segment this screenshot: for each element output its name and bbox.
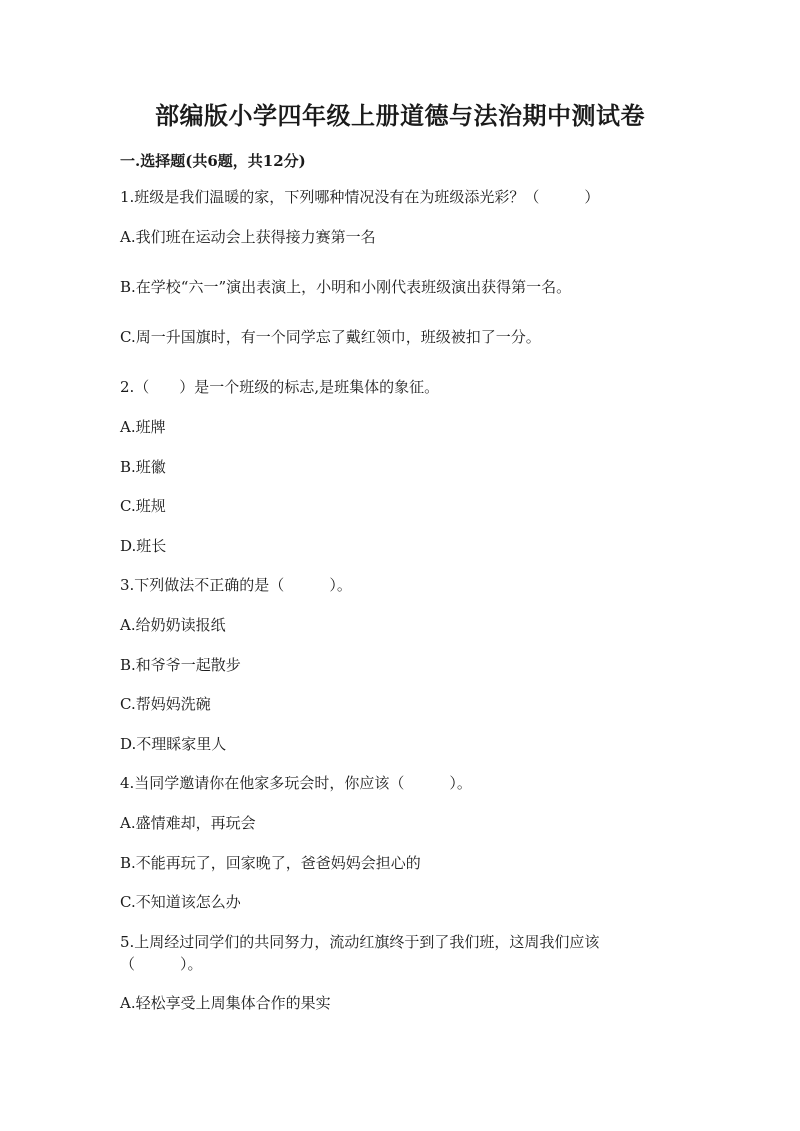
question-option: A.轻松享受上周集体合作的果实	[120, 994, 331, 1012]
question-option: C.班规	[120, 497, 166, 515]
question-stem: 1.班级是我们温暖的家，下列哪种情况没有在为班级添光彩？（ ）	[120, 188, 600, 206]
question-option: B.和爷爷一起散步	[120, 656, 241, 674]
question-option: D.不理睬家里人	[120, 735, 227, 753]
question-option: C.周一升国旗时，有一个同学忘了戴红领巾，班级被扣了一分。	[120, 328, 541, 346]
question-option: B.不能再玩了，回家晚了，爸爸妈妈会担心的	[120, 854, 421, 872]
section-heading: 一.选择题(共6题，共12分)	[120, 152, 306, 170]
question-stem: 2.（ ）是一个班级的标志,是班集体的象征。	[120, 378, 440, 396]
question-option: B.在学校“六一”演出表演上，小明和小刚代表班级演出获得第一名。	[120, 278, 572, 296]
question-option: A.盛情难却，再玩会	[120, 814, 256, 832]
question-option: C.帮妈妈洗碗	[120, 695, 211, 713]
page-title: 部编版小学四年级上册道德与法治期中测试卷	[155, 101, 645, 130]
question-stem: 4.当同学邀请你在他家多玩会时，你应该（ ）。	[120, 774, 472, 792]
question-option: D.班长	[120, 537, 167, 555]
question-option: A.给奶奶读报纸	[120, 616, 226, 634]
question-option: A.班牌	[120, 418, 166, 436]
question-stem: 3.下列做法不正确的是（ ）。	[120, 576, 352, 594]
question-stem: 5.上周经过同学们的共同努力，流动红旗终于到了我们班，这周我们应该（ ）。	[120, 933, 600, 973]
question-option: A.我们班在运动会上获得接力赛第一名	[120, 228, 376, 246]
question-option: C.不知道该怎么办	[120, 893, 241, 911]
question-option: B.班徽	[120, 458, 166, 476]
